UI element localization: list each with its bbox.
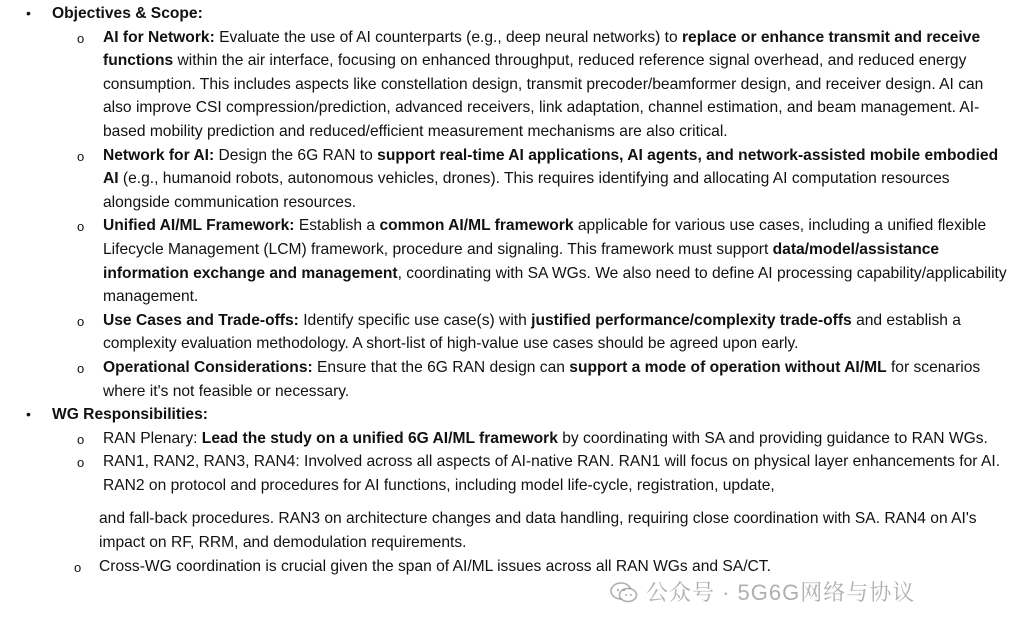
list-item — [0, 214, 1033, 308]
item-emphasis: Lead the study on a unified 6G AI/ML framework — [201, 429, 558, 447]
item-emphasis: support real-time AI applications, AI agents, and network-assisted mobile embodied AI — [103, 146, 999, 188]
bullet-circle-icon: o — [77, 360, 85, 376]
bullet-circle-icon: o — [77, 219, 85, 235]
list-item — [0, 309, 1033, 356]
item-text: by coordinating with SA and providing guidance to RAN WGs. — [557, 429, 988, 447]
item-heading: Unified AI/ML Framework: — [103, 217, 295, 235]
item-heading: RAN Plenary: — [103, 429, 202, 447]
list-item — [0, 356, 1033, 403]
section-heading: Objectives & Scope: — [52, 5, 203, 22]
bullet-circle-icon: o — [77, 431, 85, 447]
item-heading: Use Cases and Trade-offs: — [103, 311, 299, 329]
item-text: within the air interface, focusing on enhanced throughput, reduced reference signal overhead, and reduced energy consumption. This includes aspects like constellation design, transmit precoder/beamformer design, and receiver design. AI can also improve CSI compression/prediction, advanced receivers, link adaptation, channel estimation, and beam management. AI-based mobility prediction and reduced/efficient measurement mechanisms are also critical. — [103, 52, 984, 140]
paragraph-gap — [0, 497, 1033, 507]
item-text: Establish a — [294, 217, 380, 235]
item-heading: AI for Network: — [103, 28, 215, 46]
section-objectives — [0, 2, 1033, 26]
item-emphasis: common AI/ML framework — [379, 217, 574, 235]
document-body — [0, 2, 1033, 578]
list-item — [0, 144, 1033, 215]
item-text: Cross-WG coordination is crucial given the span of AI/ML issues across all RAN WGs and SA/CT. — [99, 557, 771, 575]
list-item — [0, 450, 1033, 497]
bullet-disc-icon: • — [26, 406, 31, 423]
bullet-disc-icon: • — [26, 5, 31, 21]
list-item-continuation — [0, 507, 1033, 554]
item-emphasis: support a mode of operation without AI/ML — [569, 358, 887, 376]
item-text: Ensure that the 6G RAN design can — [312, 358, 570, 376]
list-item — [0, 555, 1033, 579]
section-heading: WG Responsibilities: — [52, 406, 208, 424]
item-text: Design the 6G RAN to — [214, 146, 378, 164]
list-item — [0, 26, 1033, 144]
item-emphasis: data/model/assistance information exchange and management — [103, 240, 940, 282]
item-text: Identify specific use case(s) with — [298, 311, 532, 329]
item-text: Evaluate the use of AI counterparts (e.g., deep neural networks) to — [214, 28, 682, 46]
item-text: RAN1, RAN2, RAN3, RAN4: Involved across all aspects of AI-native RAN. RAN1 will focus on physical layer enhancements for AI. RAN2 on protocol and procedures for AI functions, including model life-cycle, registration, update, — [103, 453, 1001, 494]
watermark — [610, 578, 915, 608]
item-heading: Network for AI: — [103, 146, 215, 164]
item-text: , coordinating with SA WGs. We also need to define AI processing capability/applicability management. — [103, 264, 1007, 306]
item-text: for scenarios where it's not feasible or necessary. — [103, 358, 981, 400]
item-emphasis: justified performance/complexity trade-offs — [531, 311, 852, 329]
watermark-text: 公众号 · 5G6G网络与协议 — [646, 580, 916, 606]
list-item — [0, 427, 1033, 451]
item-text: (e.g., humanoid robots, autonomous vehicles, drones). This requires identifying and allocating AI computation resources alongside communication resources. — [103, 170, 950, 211]
section-wg-responsibilities — [0, 403, 1033, 427]
bullet-circle-icon: o — [77, 455, 85, 471]
wechat-icon — [610, 582, 638, 604]
item-text: and establish a complexity evaluation methodology. A short-list of high-value use cases should be agreed upon early. — [103, 311, 961, 353]
item-text: applicable for various use cases, including a unified flexible Lifecycle Management (LCM) framework, procedure and signaling. This framework must support — [103, 217, 987, 258]
item-emphasis: replace or enhance transmit and receive functions — [103, 28, 981, 70]
bullet-circle-icon: o — [77, 313, 85, 329]
bullet-circle-icon: o — [77, 30, 85, 46]
bullet-circle-icon: o — [77, 148, 85, 164]
item-text: and fall-back procedures. RAN3 on architecture changes and data handling, requiring close coordination with SA. RAN4 on AI's impact on RF, RRM, and demodulation requirements. — [99, 510, 977, 552]
item-heading: Operational Considerations: — [103, 358, 313, 376]
bullet-circle-icon: o — [74, 559, 82, 575]
